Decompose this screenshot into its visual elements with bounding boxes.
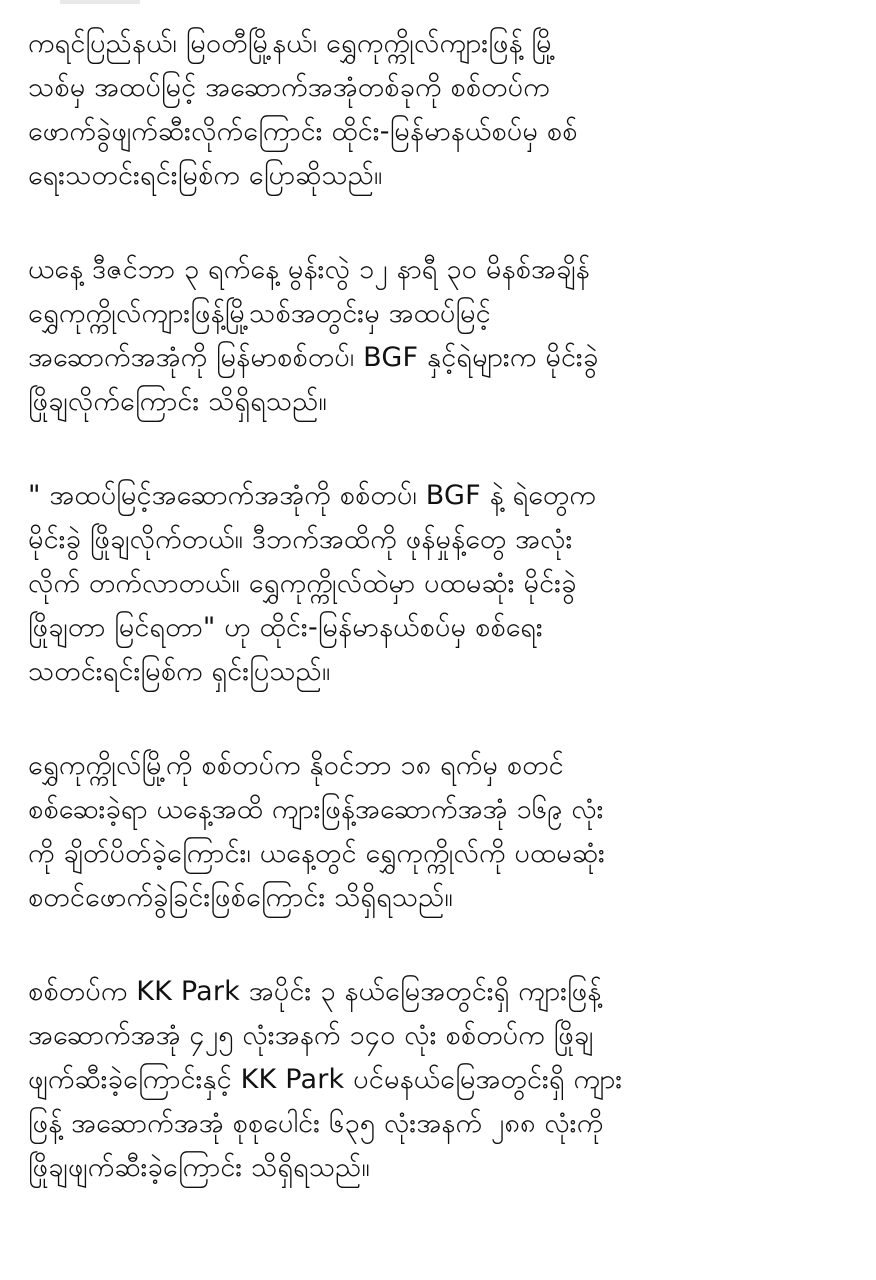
paragraph-5 (28, 970, 858, 1190)
text-line: စတင်ဖောက်ခွဲခြင်းဖြစ်ကြောင်း သိရှိရသည်။ (28, 882, 453, 913)
text-line: ဖောက်ခွဲဖျက်ဆီးလိုက်ကြောင်း ထိုင်း-မြန်မာနယ်စပ်မှ စစ် (28, 116, 578, 147)
text-line: ကို ချိတ်ပိတ်ခဲ့ကြောင်း၊ ယနေ့တွင် ရွှေကုက္ကိုလ်ကို ပထမဆုံး (28, 838, 606, 869)
paragraph-3-quote (28, 474, 858, 694)
text-line: လိုက် တက်လာတယ်။ ရွှေကုက္ကိုလ်ထဲမှာ ပထမဆုံး မိုင်းခွဲ (28, 568, 577, 599)
text-line: ဖျက်ဆီးခဲ့ကြောင်းနှင့် KK Park ပင်မနယ်မြေအတွင်းရှိ ကျား (28, 1064, 623, 1095)
text-line: ရေးသတင်းရင်းမြစ်က ပြောဆိုသည်။ (28, 160, 383, 191)
text-line: ဖြိုချဖျက်ဆီးခဲ့ကြောင်း သိရှိရသည်။ (28, 1152, 370, 1183)
text-line: ဖြိုချတာ မြင်ရတာ" ဟု ထိုင်း-မြန်မာနယ်စပ်မှ စစ်ရေး (28, 612, 543, 643)
paragraph-1 (28, 22, 858, 198)
text-line: စစ်ဆေးခဲ့ရာ ယနေ့အထိ ကျားဖြန့်အဆောက်အအုံ ၁၆၉ လုံး (28, 794, 604, 825)
top-edge-fragment (60, 0, 140, 4)
paragraph-4 (28, 744, 858, 920)
text-line: မိုင်းခွဲ ဖြိုချလိုက်တယ်။ ဒီဘက်အထိကို ဖုန်မှုန့်တွေ အလုံး (28, 524, 573, 555)
paragraph-2 (28, 248, 858, 424)
text-line: အဆောက်အအုံကို မြန်မာစစ်တပ်၊ BGF နှင့်ရဲများက မိုင်းခွဲ (28, 342, 599, 373)
text-line: ကရင်ပြည်နယ်၊ မြဝတီမြို့နယ်၊ ရွှေကုက္ကိုလ်ကျားဖြန့် မြို့ (28, 28, 556, 59)
text-line: ရွှေကုက္ကိုလ်မြို့ကို စစ်တပ်က နိုဝင်ဘာ ၁၈ ရက်မှ စတင် (28, 750, 564, 781)
text-line: စစ်တပ်က KK Park အပိုင်း ၃ နယ်မြေအတွင်းရှိ ကျားဖြန့် (28, 976, 602, 1007)
text-line: " အထပ်မြင့်အဆောက်အအုံကို စစ်တပ်၊ BGF နဲ့ ရဲတွေက (28, 480, 597, 511)
text-line: အဆောက်အအုံ ၄၂၅ လုံးအနက် ၁၄၀ လုံး စစ်တပ်က ဖြိုချ (28, 1020, 594, 1051)
text-line: ဖြန့် အဆောက်အအုံ စုစုပေါင်း ၆၃၅ လုံးအနက် ၂၈၈ လုံးကို (28, 1108, 604, 1139)
text-line: ရွှေကုက္ကိုလ်ကျားဖြန့်မြို့သစ်အတွင်းမှ အထပ်မြင့် (28, 298, 491, 329)
text-line: သတင်းရင်းမြစ်က ရှင်းပြသည်။ (28, 656, 331, 687)
text-line: သစ်မှ အထပ်မြင့် အဆောက်အအုံတစ်ခုကို စစ်တပ်က (28, 72, 550, 103)
text-line: ယနေ့ ဒီဇင်ဘာ ၃ ရက်နေ့ မွန်းလွဲ ၁၂ နာရီ ၃၀ မိနစ်အချိန် (28, 254, 590, 285)
news-article-body (28, 22, 858, 1240)
text-line: ဖြိုချလိုက်ကြောင်း သိရှိရသည်။ (28, 386, 327, 417)
